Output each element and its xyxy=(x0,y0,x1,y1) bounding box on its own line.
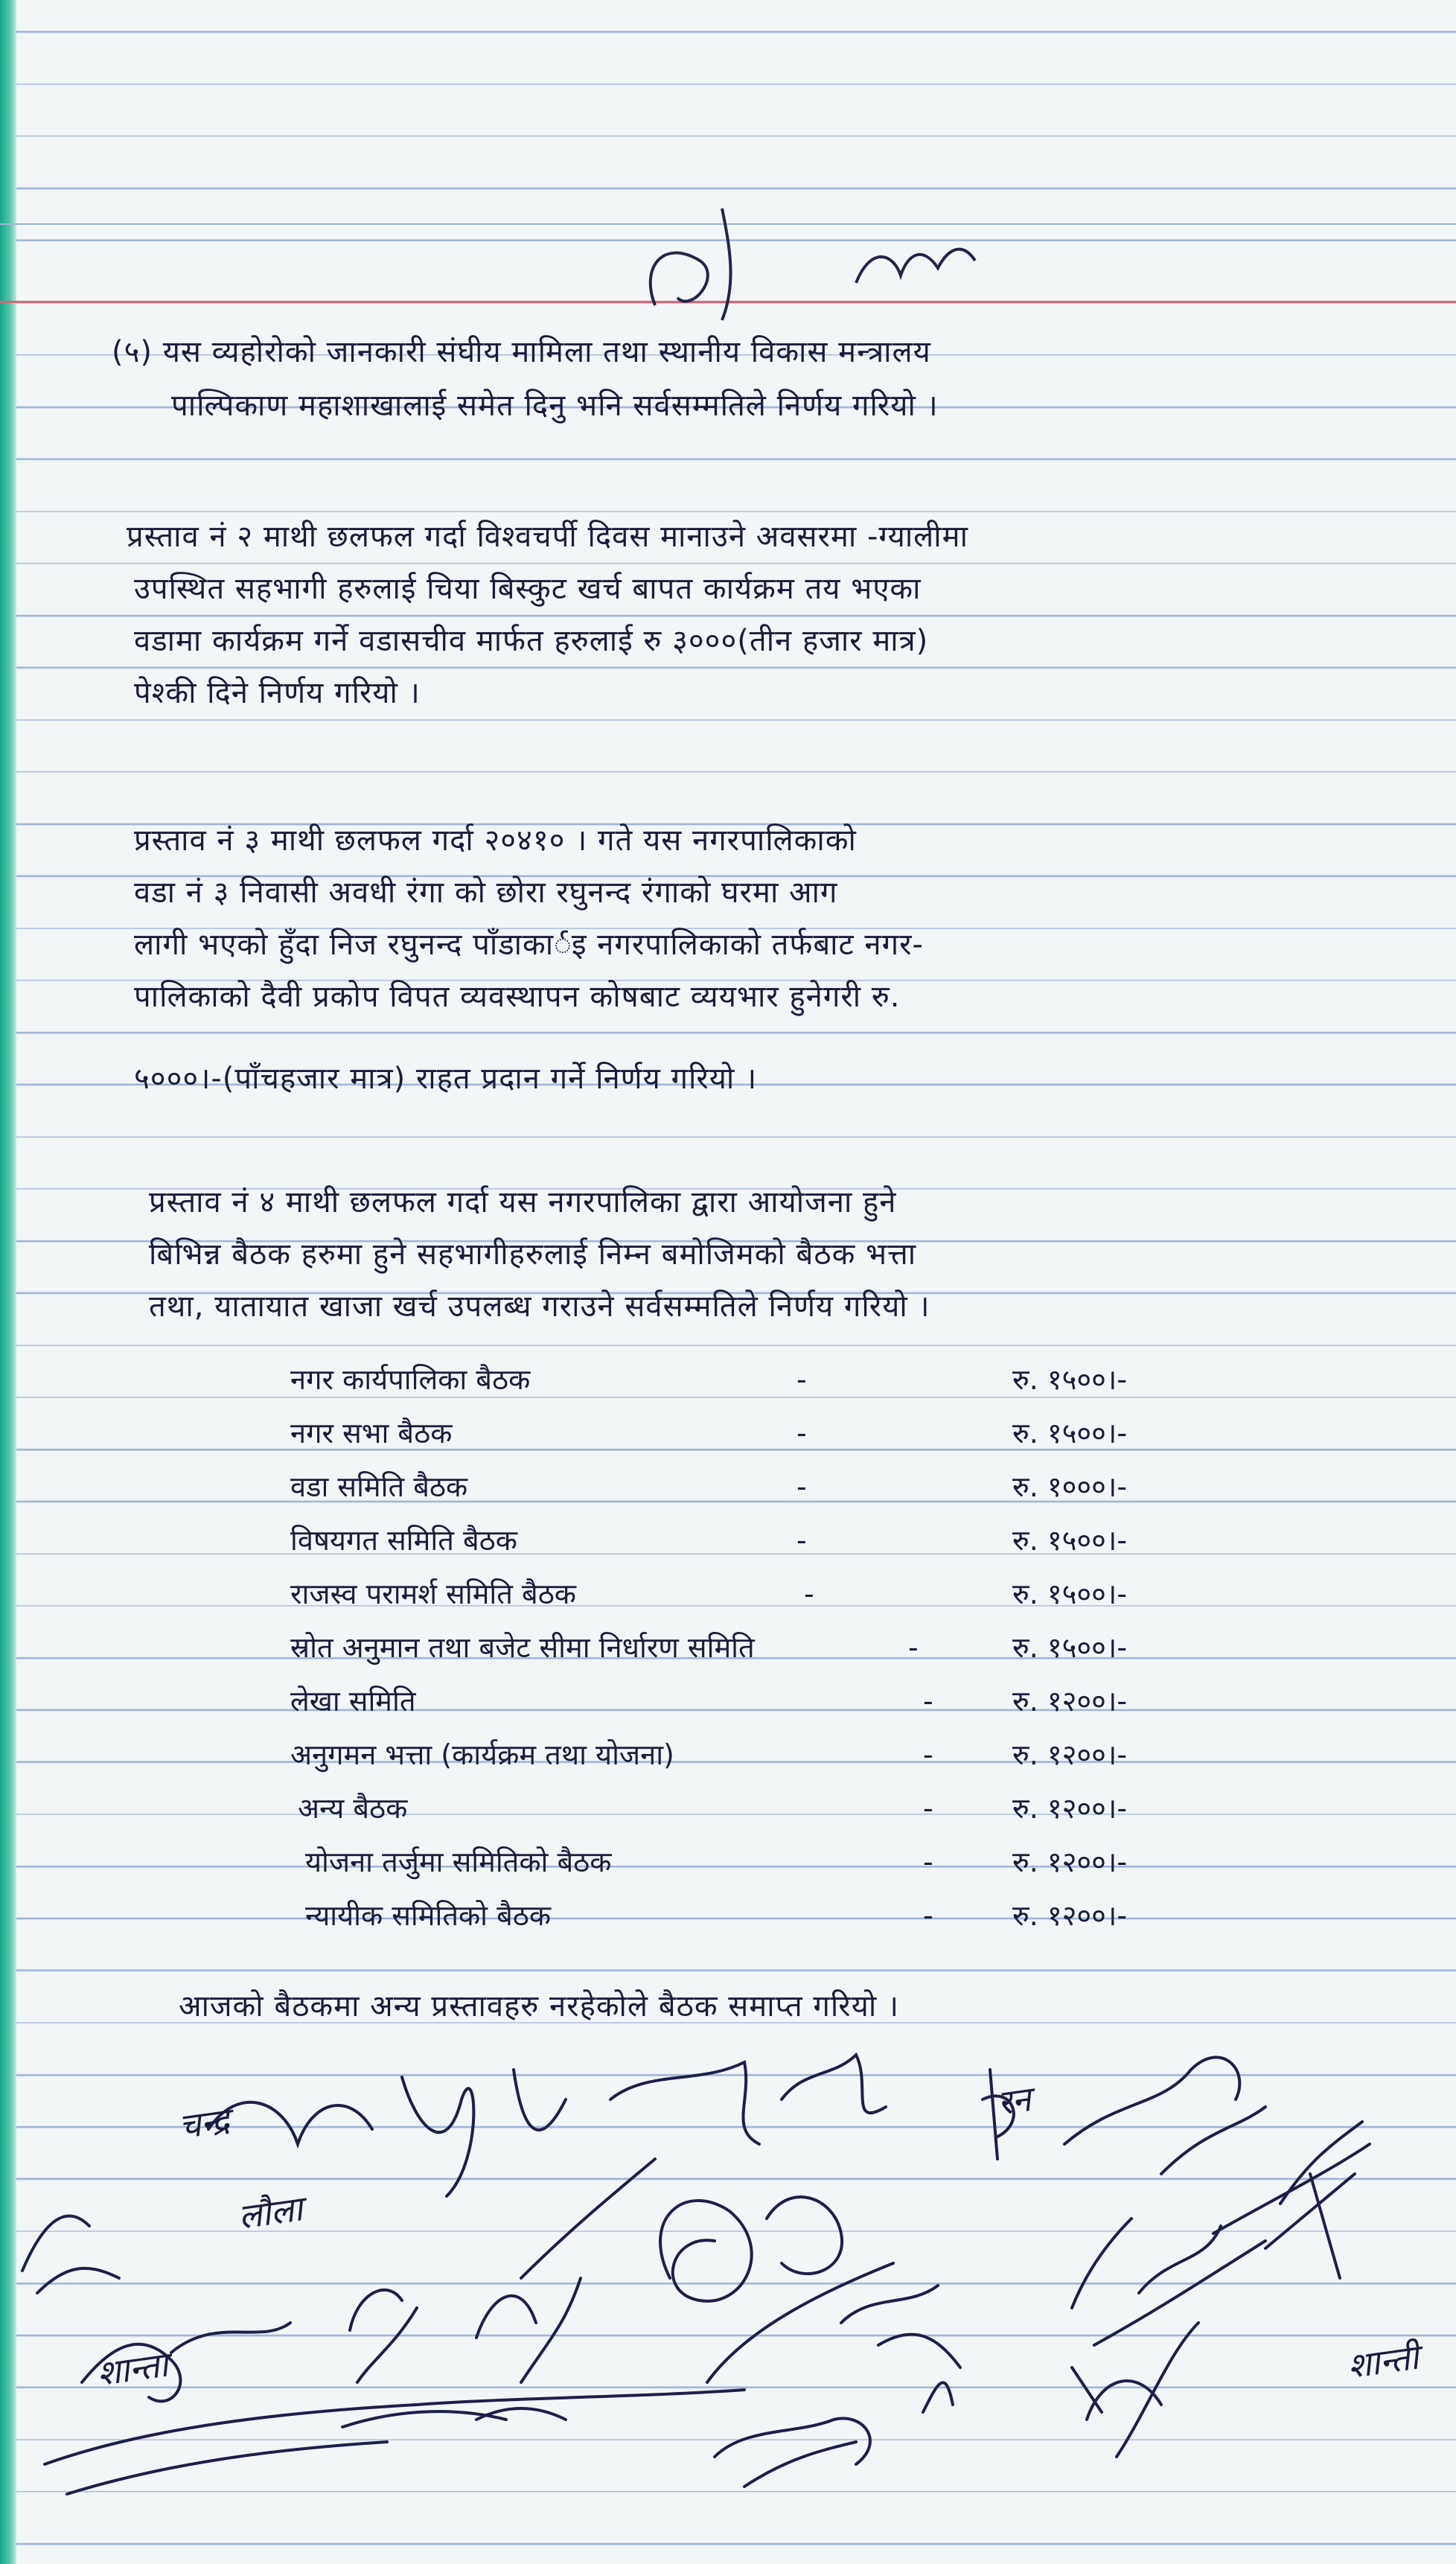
allowance-dash: - xyxy=(923,1846,933,1878)
allowance-item-label: वडा समिति बैठक xyxy=(290,1470,468,1503)
allowance-item-amount: रु. १५००।- xyxy=(1012,1578,1128,1610)
closing-line: आजको बैठकमा अन्य प्रस्तावहरु नरहेकोले बैठक समाप्त गरियो । xyxy=(179,1989,900,2024)
allowance-dash: - xyxy=(796,1417,807,1450)
allowance-item-label: अन्य बैठक xyxy=(298,1792,408,1825)
signature-word: शान्ता xyxy=(94,2344,170,2394)
allowance-item-label: न्यायीक समितिको बैठक xyxy=(305,1899,552,1932)
resolution-5-line-2: पाल्पिकाण महाशाखालाई समेत दिनु भनि सर्वसम्मतिले निर्णय गरियो । xyxy=(171,389,939,423)
allowance-item-amount: रु. १२००।- xyxy=(1012,1899,1128,1932)
allowance-dash: - xyxy=(796,1524,807,1557)
signature-word: चन्द्र xyxy=(176,2099,232,2147)
proposal-2-line-2: उपस्थित सहभागी हरुलाई चिया बिस्कुट खर्च बापत कार्यक्रम तय भएका xyxy=(134,572,922,606)
signature-word: रन xyxy=(994,2079,1034,2123)
proposal-2-line-1: प्रस्ताव नं २ माथी छलफल गर्दा विश्वचर्पी दिवस मानाउने अवसरमा -ग्यालीमा xyxy=(127,520,968,554)
allowance-item-amount: रु. १५००।- xyxy=(1012,1631,1128,1664)
allowance-item-amount: रु. १५००।- xyxy=(1012,1524,1128,1557)
allowance-item-amount: रु. १२००।- xyxy=(1012,1846,1128,1878)
proposal-4-line-2: बिभिन्न बैठक हरुमा हुने सहभागीहरुलाई निम्न बमोजिमको बैठक भत्ता xyxy=(149,1237,917,1272)
allowance-item-label: लेखा समिति xyxy=(290,1685,416,1718)
allowance-item-label: राजस्व परामर्श समिति बैठक xyxy=(290,1578,576,1610)
allowance-item-label: नगर कार्यपालिका बैठक xyxy=(290,1363,531,1396)
resolution-5-line-1: (५) यस व्यहोरोको जानकारी संघीय मामिला तथा स्थानीय विकास मन्त्रालय xyxy=(112,335,931,369)
allowance-item-label: अनुगमन भत्ता (कार्यक्रम तथा योजना) xyxy=(290,1738,674,1771)
allowance-item-label: स्रोत अनुमान तथा बजेट सीमा निर्धारण समिति xyxy=(290,1631,755,1664)
allowance-item-label: योजना तर्जुमा समितिको बैठक xyxy=(305,1846,612,1878)
proposal-2-line-3: वडामा कार्यक्रम गर्ने वडासचीव मार्फत हरुलाई रु ३०००(तीन हजार मात्र) xyxy=(134,624,929,658)
allowance-item-amount: रु. १५००।- xyxy=(1012,1417,1128,1450)
proposal-3-line-1: प्रस्ताव नं ३ माथी छलफल गर्दा २०४१० । गते यस नगरपालिकाको xyxy=(134,823,857,858)
proposal-3-line-4: पालिकाको दैवी प्रकोप विपत व्यवस्थापन कोषबाट व्ययभार हुनेगरी रु. xyxy=(134,980,901,1014)
allowance-dash: - xyxy=(796,1363,807,1396)
allowance-dash: - xyxy=(923,1792,933,1825)
signature-word: शान्ती xyxy=(1344,2336,1421,2387)
allowance-item-label: विषयगत समिति बैठक xyxy=(290,1524,517,1557)
allowance-item-label: नगर सभा बैठक xyxy=(290,1417,453,1450)
proposal-4-line-1: प्रस्ताव नं ४ माथी छलफल गर्दा यस नगरपालिका द्वारा आयोजना हुने xyxy=(149,1185,897,1219)
allowance-item-amount: रु. १५००।- xyxy=(1012,1363,1128,1396)
proposal-3-line-2: वडा नं ३ निवासी अवधी रंगा को छोरा रघुनन्द रंगाको घरमा आग xyxy=(134,876,838,910)
allowance-dash: - xyxy=(923,1899,933,1932)
allowance-dash: - xyxy=(923,1738,933,1771)
proposal-2-line-4: पेश्की दिने निर्णय गरियो । xyxy=(134,676,421,710)
allowance-item-amount: रु. १२००।- xyxy=(1012,1792,1128,1825)
signature-word: लौला xyxy=(235,2188,305,2237)
allowance-dash: - xyxy=(804,1578,814,1610)
allowance-item-amount: रु. १२००।- xyxy=(1012,1738,1128,1771)
proposal-3-line-5: ५०००।-(पाँचहजार मात्र) राहत प्रदान गर्ने निर्णय गरियो । xyxy=(134,1062,758,1096)
allowance-item-amount: रु. १०००।- xyxy=(1012,1470,1128,1503)
proposal-4-line-3: तथा, यातायात खाजा खर्च उपलब्ध गराउने सर्वसम्मतिले निर्णय गरियो । xyxy=(149,1289,930,1324)
allowance-item-amount: रु. १२००।- xyxy=(1012,1685,1128,1718)
allowance-dash: - xyxy=(796,1470,807,1503)
allowance-dash: - xyxy=(908,1631,919,1664)
proposal-3-line-3: लागी भएको हुँदा निज रघुनन्द पाँडाकार्इ नगरपालिकाको तर्फबाट नगर- xyxy=(134,928,924,962)
allowance-dash: - xyxy=(923,1685,933,1718)
